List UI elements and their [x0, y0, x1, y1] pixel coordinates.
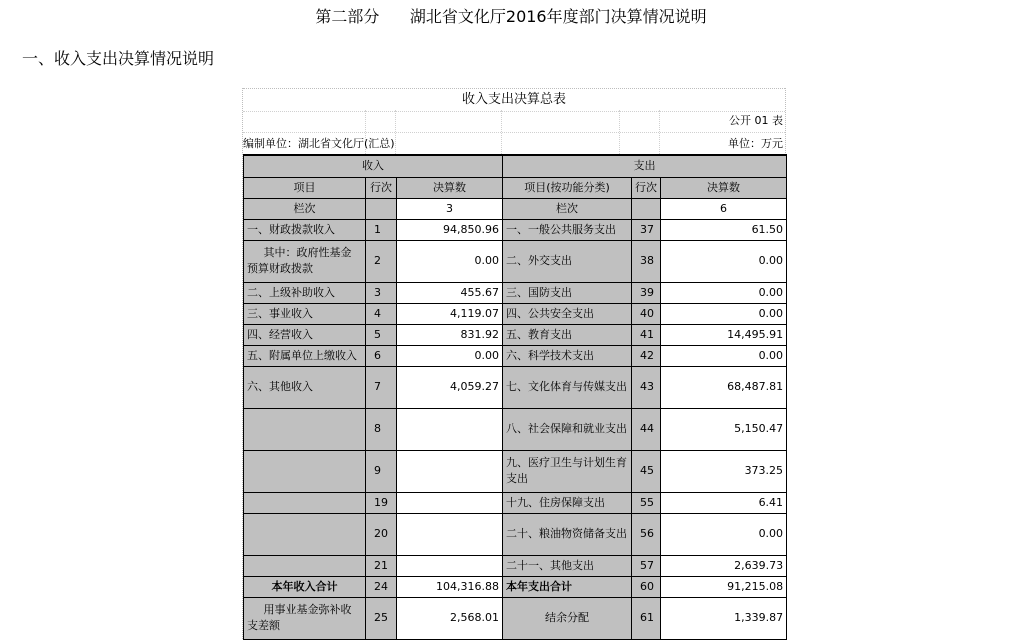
expense-item: 三、国防支出 [503, 282, 632, 303]
expense-amount: 0.00 [661, 282, 787, 303]
form-number: 公开 01 表 [729, 114, 783, 127]
income-amount: 2,568.01 [397, 597, 503, 639]
income-line: 24 [366, 576, 397, 597]
table-row [244, 324, 787, 345]
income-amount: 455.67 [397, 282, 503, 303]
income-item: 四、经营收入 [244, 324, 366, 345]
expense-line: 42 [632, 345, 661, 366]
income-amount: 0.00 [397, 240, 503, 282]
expense-item: 四、公共安全支出 [503, 303, 632, 324]
expense-amount: 5,150.47 [661, 408, 787, 450]
income-line: 5 [366, 324, 397, 345]
expense-line: 41 [632, 324, 661, 345]
expense-amount: 14,495.91 [661, 324, 787, 345]
expense-item: 结余分配 [503, 597, 632, 639]
income-line: 7 [366, 366, 397, 408]
income-amount: 4,059.27 [397, 366, 503, 408]
table-row [244, 492, 787, 513]
expense-line: 44 [632, 408, 661, 450]
expense-line: 40 [632, 303, 661, 324]
income-line: 3 [366, 282, 397, 303]
expense-line: 37 [632, 219, 661, 240]
income-amount [397, 408, 503, 450]
document-title-text: 湖北省文化厅2016年度部门决算情况说明 [409, 7, 707, 26]
colno-blank [366, 198, 397, 219]
group-expense: 支出 [503, 155, 787, 177]
table-row [244, 240, 787, 282]
expense-amount: 6.41 [661, 492, 787, 513]
table-row [244, 282, 787, 303]
income-total-amount: 104,316.88 [397, 576, 503, 597]
colno-income: 3 [397, 198, 503, 219]
table-row [244, 555, 787, 576]
col-item: 项目 [244, 177, 366, 198]
section-title: 一、收入支出决算情况说明 [22, 49, 215, 68]
expense-total-amount: 91,215.08 [661, 576, 787, 597]
expense-item: 六、科学技术支出 [503, 345, 632, 366]
income-line: 1 [366, 219, 397, 240]
expense-item: 二、外交支出 [503, 240, 632, 282]
table-row [244, 303, 787, 324]
table-row [244, 450, 787, 492]
income-item: 用事业基金弥补收支差额 [244, 597, 366, 639]
table-row [244, 219, 787, 240]
expense-line: 43 [632, 366, 661, 408]
expense-amount: 68,487.81 [661, 366, 787, 408]
income-item: 二、上级补助收入 [244, 282, 366, 303]
budget-table [243, 154, 787, 640]
income-line: 21 [366, 555, 397, 576]
colno-blank-2 [632, 198, 661, 219]
income-item [244, 555, 366, 576]
income-line: 6 [366, 345, 397, 366]
col-exp-amount: 决算数 [661, 177, 787, 198]
document-title [0, 4, 1022, 27]
expense-item: 十九、住房保障支出 [503, 492, 632, 513]
expense-amount: 0.00 [661, 303, 787, 324]
income-item: 其中：政府性基金预算财政拨款 [244, 240, 366, 282]
expense-amount: 373.25 [661, 450, 787, 492]
income-amount: 94,850.96 [397, 219, 503, 240]
report-sheet [242, 88, 786, 639]
col-amount: 决算数 [397, 177, 503, 198]
income-amount [397, 513, 503, 555]
income-total-label: 本年收入合计 [244, 576, 366, 597]
income-item [244, 408, 366, 450]
expense-line: 56 [632, 513, 661, 555]
expense-item: 八、社会保障和就业支出 [503, 408, 632, 450]
income-amount [397, 450, 503, 492]
income-item: 一、财政拨款收入 [244, 219, 366, 240]
income-amount: 4,119.07 [397, 303, 503, 324]
expense-item: 二十一、其他支出 [503, 555, 632, 576]
expense-line: 38 [632, 240, 661, 282]
expense-item: 二十、粮油物资储备支出 [503, 513, 632, 555]
table-row [244, 366, 787, 408]
income-line: 4 [366, 303, 397, 324]
report-title: 收入支出决算总表 [243, 88, 785, 112]
income-item [244, 492, 366, 513]
unit-row [243, 132, 785, 155]
income-item [244, 513, 366, 555]
column-number-row [244, 198, 787, 219]
income-amount [397, 555, 503, 576]
expense-amount: 0.00 [661, 513, 787, 555]
expense-amount: 0.00 [661, 345, 787, 366]
expense-item: 七、文化体育与传媒支出 [503, 366, 632, 408]
income-item: 三、事业收入 [244, 303, 366, 324]
expense-line: 55 [632, 492, 661, 513]
income-line: 19 [366, 492, 397, 513]
expense-line: 39 [632, 282, 661, 303]
col-exp-item: 项目(按功能分类) [503, 177, 632, 198]
expense-item: 一、一般公共服务支出 [503, 219, 632, 240]
colno-label: 栏次 [244, 198, 366, 219]
income-line: 8 [366, 408, 397, 450]
income-item: 六、其他收入 [244, 366, 366, 408]
unit-org: 编制单位：湖北省文化厅(汇总) [243, 137, 395, 150]
expense-line: 61 [632, 597, 661, 639]
income-line: 9 [366, 450, 397, 492]
group-income: 收入 [244, 155, 503, 177]
column-header-row [244, 177, 787, 198]
expense-item: 五、教育支出 [503, 324, 632, 345]
expense-amount: 61.50 [661, 219, 787, 240]
group-header-row [244, 155, 787, 177]
table-row [244, 513, 787, 555]
income-amount: 0.00 [397, 345, 503, 366]
expense-amount: 0.00 [661, 240, 787, 282]
expense-total-label: 本年支出合计 [503, 576, 632, 597]
income-amount: 831.92 [397, 324, 503, 345]
expense-line: 57 [632, 555, 661, 576]
table-row [244, 408, 787, 450]
total-row [244, 576, 787, 597]
colno-label-2: 栏次 [503, 198, 632, 219]
table-row [244, 345, 787, 366]
expense-line: 45 [632, 450, 661, 492]
expense-item: 九、医疗卫生与计划生育支出 [503, 450, 632, 492]
part-label: 第二部分 [315, 7, 380, 26]
unit-currency: 单位：万元 [728, 137, 783, 150]
expense-amount: 2,639.73 [661, 555, 787, 576]
income-item [244, 450, 366, 492]
income-line: 2 [366, 240, 397, 282]
col-line: 行次 [366, 177, 397, 198]
expense-line: 60 [632, 576, 661, 597]
income-item: 五、附属单位上缴收入 [244, 345, 366, 366]
table-row [244, 597, 787, 639]
income-line: 20 [366, 513, 397, 555]
col-exp-line: 行次 [632, 177, 661, 198]
expense-amount: 1,339.87 [661, 597, 787, 639]
income-line: 25 [366, 597, 397, 639]
income-amount [397, 492, 503, 513]
colno-expense: 6 [661, 198, 787, 219]
